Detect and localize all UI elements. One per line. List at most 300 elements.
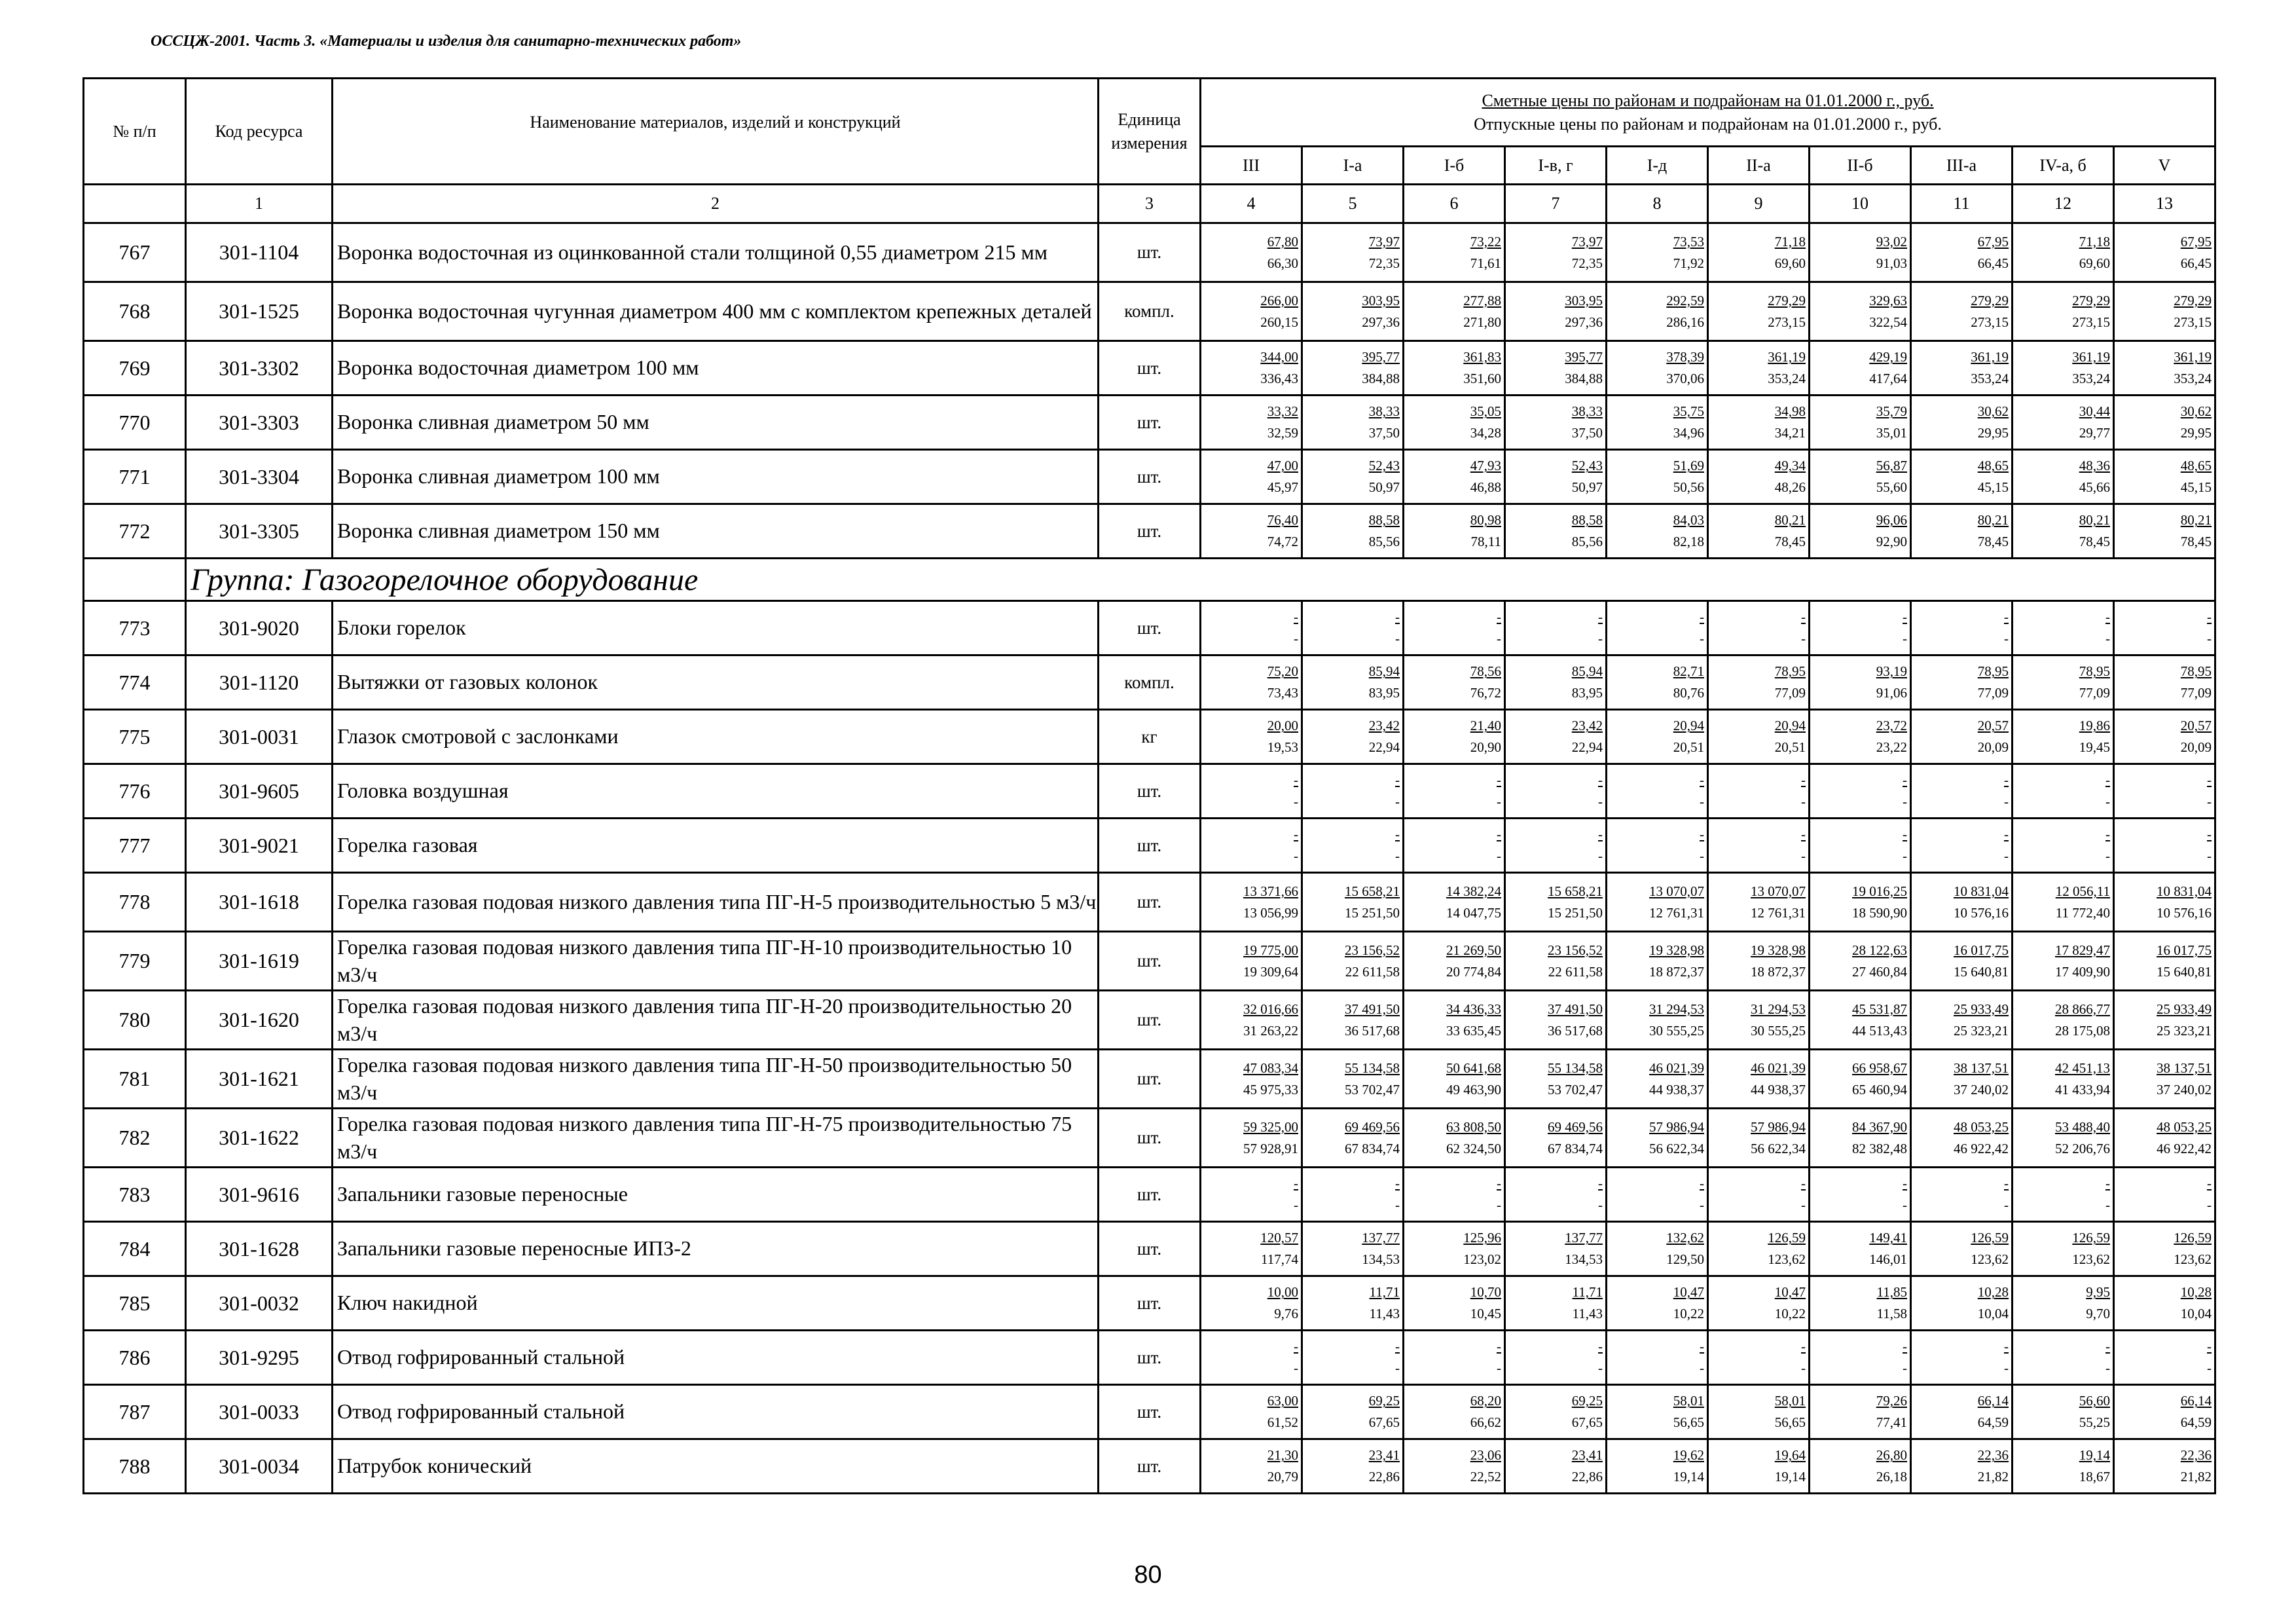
column-number: 10 bbox=[1810, 185, 1911, 223]
price-cell bbox=[1404, 1276, 1505, 1331]
price-cell bbox=[1505, 1276, 1607, 1331]
release-price: 55,25 bbox=[2079, 1414, 2110, 1430]
price-cell bbox=[1201, 819, 1302, 873]
release-price: - bbox=[1598, 848, 1603, 864]
price-cell bbox=[1911, 282, 2013, 341]
price-cell bbox=[2114, 873, 2215, 932]
estimated-price: 361,83 bbox=[1463, 349, 1501, 365]
unit-of-measure: шт. bbox=[1099, 601, 1201, 655]
release-price: 19 309,64 bbox=[1243, 963, 1298, 980]
item-name: Отвод гофрированный стальной bbox=[333, 1331, 1099, 1385]
price-cell bbox=[1708, 873, 1810, 932]
estimated-price: 19 016,25 bbox=[1852, 883, 1907, 899]
row-number: 782 bbox=[84, 1109, 186, 1168]
item-name: Горелка газовая подовая низкого давления типа ПГ-Н-75 производительностью 75 м3/ч bbox=[333, 1109, 1099, 1168]
estimated-price: 20,00 bbox=[1267, 718, 1298, 734]
price-cell bbox=[1911, 1439, 2013, 1494]
estimated-price: 84,03 bbox=[1673, 512, 1704, 528]
estimated-price: 329,63 bbox=[1869, 292, 1907, 308]
estimated-price: - bbox=[1700, 1338, 1704, 1355]
price-cell bbox=[1505, 655, 1607, 710]
estimated-price: - bbox=[2004, 609, 2009, 625]
estimated-price: - bbox=[1903, 826, 1907, 843]
release-price: 35,01 bbox=[1876, 425, 1907, 441]
release-price: 9,70 bbox=[2086, 1306, 2110, 1321]
estimated-price: 13 070,07 bbox=[1751, 883, 1806, 899]
column-number: 2 bbox=[333, 185, 1099, 223]
release-price: - bbox=[1903, 1197, 1907, 1213]
estimated-price: 55 134,58 bbox=[1345, 1060, 1400, 1076]
price-cell bbox=[1302, 1385, 1404, 1439]
release-price: 11,58 bbox=[1876, 1306, 1907, 1321]
column-number: 13 bbox=[2114, 185, 2215, 223]
table-row bbox=[84, 1331, 2215, 1385]
price-cell bbox=[1607, 1222, 1708, 1276]
estimated-price: 93,02 bbox=[1876, 233, 1907, 249]
estimated-price: 67,95 bbox=[2180, 233, 2212, 249]
unit-of-measure: шт. bbox=[1099, 1050, 1201, 1109]
price-cell bbox=[1810, 1276, 1911, 1331]
estimated-price: 38,33 bbox=[1571, 403, 1603, 420]
estimated-price: 10,00 bbox=[1267, 1284, 1298, 1301]
release-price: - bbox=[2004, 848, 2009, 864]
unit-of-measure: шт. bbox=[1099, 223, 1201, 282]
estimated-price: - bbox=[1700, 826, 1704, 843]
row-number: 785 bbox=[84, 1276, 186, 1331]
estimated-price: 19,86 bbox=[2079, 718, 2110, 734]
estimated-price: - bbox=[1497, 1175, 1501, 1192]
price-cell bbox=[1810, 396, 1911, 450]
header-region: II-б bbox=[1810, 147, 1911, 185]
release-price: 15 640,81 bbox=[2157, 963, 2212, 980]
row-number: 783 bbox=[84, 1168, 186, 1222]
price-cell bbox=[1911, 601, 2013, 655]
price-cell bbox=[2114, 504, 2215, 559]
table-row bbox=[84, 396, 2215, 450]
resource-code: 301-3305 bbox=[186, 504, 333, 559]
column-number: 11 bbox=[1911, 185, 2013, 223]
release-price: 273,15 bbox=[2072, 314, 2110, 330]
estimated-price: 23,72 bbox=[1876, 718, 1907, 734]
header-region: III bbox=[1201, 147, 1302, 185]
estimated-price: - bbox=[1294, 772, 1298, 788]
estimated-price: 30,62 bbox=[2180, 403, 2212, 420]
release-price: 273,15 bbox=[1971, 314, 2009, 330]
release-price: 48,26 bbox=[1774, 479, 1806, 495]
price-cell bbox=[1505, 504, 1607, 559]
resource-code: 301-9020 bbox=[186, 601, 333, 655]
price-cell bbox=[1708, 1439, 1810, 1494]
release-price: 17 409,90 bbox=[2055, 963, 2110, 980]
release-price: - bbox=[1294, 1360, 1298, 1376]
price-cell bbox=[1911, 1168, 2013, 1222]
row-number: 772 bbox=[84, 504, 186, 559]
price-cell bbox=[1607, 1168, 1708, 1222]
header-region: III-а bbox=[1911, 147, 2013, 185]
estimated-price: 80,21 bbox=[1977, 512, 2009, 528]
price-cell bbox=[1201, 1439, 1302, 1494]
estimated-price: 48,65 bbox=[2180, 458, 2212, 474]
release-price: 123,62 bbox=[2174, 1251, 2212, 1267]
estimated-price: 266,00 bbox=[1260, 292, 1298, 308]
item-name: Горелка газовая подовая низкого давления типа ПГ-Н-10 производительностью 10 м3/ч bbox=[333, 932, 1099, 991]
price-cell bbox=[1201, 710, 1302, 764]
price-cell bbox=[1911, 1276, 2013, 1331]
release-price: 20,51 bbox=[1673, 739, 1704, 755]
estimated-price: - bbox=[1294, 1338, 1298, 1355]
release-price: - bbox=[2105, 1197, 2110, 1213]
estimated-price: 25 933,49 bbox=[2157, 1001, 2212, 1017]
release-price: 11,43 bbox=[1369, 1306, 1400, 1321]
resource-code: 301-1621 bbox=[186, 1050, 333, 1109]
price-cell bbox=[2013, 932, 2114, 991]
release-price: - bbox=[1801, 631, 1806, 646]
price-cell bbox=[1708, 764, 1810, 819]
estimated-price: 20,94 bbox=[1673, 718, 1704, 734]
estimated-price: 51,69 bbox=[1673, 458, 1704, 474]
release-price: 23,22 bbox=[1876, 739, 1907, 755]
estimated-price: 378,39 bbox=[1666, 349, 1704, 365]
item-name: Воронка сливная диаметром 50 мм bbox=[333, 396, 1099, 450]
price-cell bbox=[1201, 601, 1302, 655]
release-price: 77,09 bbox=[2180, 685, 2212, 701]
resource-code: 301-1622 bbox=[186, 1109, 333, 1168]
estimated-price: 63 808,50 bbox=[1446, 1118, 1501, 1135]
release-price: 50,56 bbox=[1673, 479, 1704, 495]
release-price: 271,80 bbox=[1463, 314, 1501, 330]
estimated-price: 88,58 bbox=[1571, 512, 1603, 528]
resource-code: 301-0032 bbox=[186, 1276, 333, 1331]
price-cell bbox=[1201, 873, 1302, 932]
release-price: 10,04 bbox=[2180, 1306, 2212, 1321]
estimated-price: 15 658,21 bbox=[1345, 883, 1400, 899]
estimated-price: 78,95 bbox=[1977, 663, 2009, 680]
release-price: 45,15 bbox=[1977, 479, 2009, 495]
estimated-price: 11,71 bbox=[1572, 1284, 1603, 1301]
price-cell bbox=[1607, 282, 1708, 341]
item-name: Патрубок конический bbox=[333, 1439, 1099, 1494]
release-price: 82,18 bbox=[1673, 534, 1704, 549]
release-price: 64,59 bbox=[2180, 1414, 2212, 1430]
release-price: 44 938,37 bbox=[1649, 1081, 1704, 1098]
price-cell bbox=[2013, 710, 2114, 764]
estimated-price: - bbox=[1903, 1175, 1907, 1192]
release-price: 66,30 bbox=[1267, 255, 1298, 271]
release-price: 32,59 bbox=[1267, 425, 1298, 441]
release-price: 20,09 bbox=[2180, 739, 2212, 755]
release-price: 76,72 bbox=[1470, 685, 1501, 701]
price-cell bbox=[1302, 450, 1404, 504]
price-cell bbox=[1201, 396, 1302, 450]
price-cell bbox=[1810, 341, 1911, 396]
row-number: 771 bbox=[84, 450, 186, 504]
release-price: 67 834,74 bbox=[1548, 1140, 1603, 1156]
price-cell bbox=[1404, 282, 1505, 341]
release-price: - bbox=[1598, 1197, 1603, 1213]
column-number: 7 bbox=[1505, 185, 1607, 223]
unit-of-measure: шт. bbox=[1099, 396, 1201, 450]
release-price: 20,79 bbox=[1267, 1469, 1298, 1485]
price-cell bbox=[1708, 601, 1810, 655]
release-price: - bbox=[1497, 794, 1501, 809]
group-title: Группа: Газогорелочное оборудование bbox=[186, 559, 2215, 601]
price-cell bbox=[1505, 1439, 1607, 1494]
release-price: 56,65 bbox=[1774, 1414, 1806, 1430]
release-price: 29,77 bbox=[2079, 425, 2110, 441]
resource-code: 301-1120 bbox=[186, 655, 333, 710]
release-price: - bbox=[2207, 848, 2212, 864]
release-price: 134,53 bbox=[1362, 1251, 1400, 1267]
estimated-price: 395,77 bbox=[1362, 349, 1400, 365]
estimated-price: 20,57 bbox=[2180, 718, 2212, 734]
release-price: - bbox=[2105, 794, 2110, 809]
estimated-price: - bbox=[1801, 826, 1806, 843]
release-price: - bbox=[1903, 848, 1907, 864]
release-price: - bbox=[1700, 848, 1704, 864]
row-number: 784 bbox=[84, 1222, 186, 1276]
price-cell bbox=[2114, 1168, 2215, 1222]
estimated-price: - bbox=[1395, 1338, 1400, 1355]
estimated-price: 79,26 bbox=[1876, 1393, 1907, 1409]
price-cell bbox=[1201, 1168, 1302, 1222]
estimated-price: 132,62 bbox=[1666, 1230, 1704, 1246]
table-row bbox=[84, 504, 2215, 559]
item-name: Воронка сливная диаметром 100 мм bbox=[333, 450, 1099, 504]
release-price: - bbox=[1497, 1360, 1501, 1376]
row-number: 787 bbox=[84, 1385, 186, 1439]
resource-code: 301-1525 bbox=[186, 282, 333, 341]
price-cell bbox=[1505, 1222, 1607, 1276]
price-cell bbox=[2114, 450, 2215, 504]
resource-code: 301-1628 bbox=[186, 1222, 333, 1276]
price-cell bbox=[1404, 932, 1505, 991]
estimated-price: 12 056,11 bbox=[2055, 883, 2110, 899]
price-cell bbox=[1911, 873, 2013, 932]
estimated-price: 19 775,00 bbox=[1243, 942, 1298, 958]
release-price: 146,01 bbox=[1869, 1251, 1907, 1267]
estimated-price: 85,94 bbox=[1368, 663, 1400, 680]
column-number: 3 bbox=[1099, 185, 1201, 223]
column-number-blank bbox=[84, 185, 186, 223]
release-price: 18 872,37 bbox=[1751, 963, 1806, 980]
price-cell bbox=[1302, 819, 1404, 873]
estimated-price: 126,59 bbox=[1971, 1230, 2009, 1246]
price-cell bbox=[1810, 1331, 1911, 1385]
table-row bbox=[84, 991, 2215, 1050]
price-cell bbox=[1404, 396, 1505, 450]
price-cell bbox=[1404, 1222, 1505, 1276]
release-price: 22,52 bbox=[1470, 1469, 1501, 1485]
price-cell bbox=[1911, 932, 2013, 991]
release-price: 22,86 bbox=[1368, 1469, 1400, 1485]
price-cell bbox=[2013, 1050, 2114, 1109]
release-price: 260,15 bbox=[1260, 314, 1298, 330]
price-cell bbox=[1404, 1439, 1505, 1494]
row-number: 778 bbox=[84, 873, 186, 932]
price-cell bbox=[2114, 710, 2215, 764]
price-cell bbox=[1302, 504, 1404, 559]
release-price: 37,50 bbox=[1571, 425, 1603, 441]
price-cell bbox=[1607, 1385, 1708, 1439]
price-cell bbox=[1607, 1331, 1708, 1385]
release-price: 65 460,94 bbox=[1852, 1081, 1907, 1098]
release-price: - bbox=[2105, 848, 2110, 864]
table-row bbox=[84, 764, 2215, 819]
estimated-price: - bbox=[2207, 1175, 2212, 1192]
price-cell bbox=[2013, 601, 2114, 655]
release-price: 92,90 bbox=[1876, 534, 1907, 549]
estimated-price: 56,60 bbox=[2079, 1393, 2110, 1409]
price-cell bbox=[1505, 764, 1607, 819]
estimated-price: 68,20 bbox=[1470, 1393, 1501, 1409]
unit-of-measure: шт. bbox=[1099, 1385, 1201, 1439]
release-price: 28 175,08 bbox=[2055, 1022, 2110, 1039]
estimated-price: 303,95 bbox=[1565, 292, 1603, 308]
estimated-price: 9,95 bbox=[2086, 1284, 2110, 1301]
price-cell bbox=[1708, 450, 1810, 504]
table-row bbox=[84, 341, 2215, 396]
estimated-price: 10 831,04 bbox=[2157, 883, 2212, 899]
price-cell bbox=[1505, 1109, 1607, 1168]
estimated-price: 120,57 bbox=[1260, 1230, 1298, 1246]
estimated-price: 55 134,58 bbox=[1548, 1060, 1603, 1076]
price-cell bbox=[2114, 341, 2215, 396]
release-price: - bbox=[1801, 1197, 1806, 1213]
estimated-price: 13 371,66 bbox=[1243, 883, 1298, 899]
release-price: 286,16 bbox=[1666, 314, 1704, 330]
table-row bbox=[84, 1222, 2215, 1276]
unit-of-measure: шт. bbox=[1099, 764, 1201, 819]
price-cell bbox=[2013, 1439, 2114, 1494]
release-price: 83,95 bbox=[1368, 685, 1400, 701]
price-cell bbox=[1810, 504, 1911, 559]
price-cell bbox=[1607, 1439, 1708, 1494]
release-price: 27 460,84 bbox=[1852, 963, 1907, 980]
price-cell bbox=[1810, 655, 1911, 710]
estimated-price: 10,28 bbox=[1977, 1284, 2009, 1301]
price-cell bbox=[1505, 710, 1607, 764]
price-cell bbox=[1810, 1439, 1911, 1494]
price-cell bbox=[1505, 341, 1607, 396]
release-price: - bbox=[2004, 1197, 2009, 1213]
release-price: 66,62 bbox=[1470, 1414, 1501, 1430]
price-cell bbox=[2114, 282, 2215, 341]
price-cell bbox=[1302, 764, 1404, 819]
resource-code: 301-9605 bbox=[186, 764, 333, 819]
price-cell bbox=[1708, 223, 1810, 282]
unit-of-measure: шт. bbox=[1099, 932, 1201, 991]
release-price: 77,09 bbox=[1977, 685, 2009, 701]
estimated-price: 84 367,90 bbox=[1852, 1118, 1907, 1135]
estimated-price: 361,19 bbox=[1768, 349, 1806, 365]
row-number: 768 bbox=[84, 282, 186, 341]
price-cell bbox=[1810, 450, 1911, 504]
price-cell bbox=[1708, 282, 1810, 341]
price-cell bbox=[1505, 601, 1607, 655]
estimated-price: 53 488,40 bbox=[2055, 1118, 2110, 1135]
item-name: Ключ накидной bbox=[333, 1276, 1099, 1331]
release-price: 34,96 bbox=[1673, 425, 1704, 441]
price-cell bbox=[1201, 1050, 1302, 1109]
estimated-price: 19,14 bbox=[2079, 1447, 2110, 1464]
release-price: 30 555,25 bbox=[1751, 1022, 1806, 1039]
release-price: 12 761,31 bbox=[1751, 904, 1806, 921]
release-price: 50,97 bbox=[1571, 479, 1603, 495]
resource-code: 301-1104 bbox=[186, 223, 333, 282]
price-cell bbox=[1708, 1050, 1810, 1109]
release-price: - bbox=[2105, 631, 2110, 646]
release-price: 21,82 bbox=[2180, 1469, 2212, 1485]
column-number: 8 bbox=[1607, 185, 1708, 223]
release-price: 56 622,34 bbox=[1751, 1140, 1806, 1156]
release-price: 46 922,42 bbox=[1954, 1140, 2009, 1156]
price-cell bbox=[2013, 873, 2114, 932]
resource-code: 301-3302 bbox=[186, 341, 333, 396]
release-price: 52 206,76 bbox=[2055, 1140, 2110, 1156]
header-unit: Единица измерения bbox=[1099, 79, 1201, 185]
document-header: ОССЦЖ-2001. Часть 3. «Материалы и изделия для санитарно-технических работ» bbox=[151, 33, 742, 50]
price-cell bbox=[1911, 1050, 2013, 1109]
release-price: 46,88 bbox=[1470, 479, 1501, 495]
header-prices-estimated: Сметные цены по районам и подрайонам на 01.01.2000 г., руб. bbox=[1482, 91, 1934, 111]
row-number: 788 bbox=[84, 1439, 186, 1494]
estimated-price: 10,47 bbox=[1673, 1284, 1704, 1301]
release-price: 44 513,43 bbox=[1852, 1022, 1907, 1039]
release-price: 12 761,31 bbox=[1649, 904, 1704, 921]
release-price: 67,65 bbox=[1368, 1414, 1400, 1430]
price-cell bbox=[1607, 764, 1708, 819]
estimated-price: 52,43 bbox=[1571, 458, 1603, 474]
price-cell bbox=[1201, 655, 1302, 710]
release-price: 53 702,47 bbox=[1548, 1081, 1603, 1098]
estimated-price: - bbox=[1598, 772, 1603, 788]
price-cell bbox=[1302, 1109, 1404, 1168]
release-price: 72,35 bbox=[1571, 255, 1603, 271]
price-cell bbox=[1302, 932, 1404, 991]
price-cell bbox=[1302, 341, 1404, 396]
estimated-price: 28 122,63 bbox=[1852, 942, 1907, 958]
release-price: 384,88 bbox=[1362, 371, 1400, 386]
estimated-price: - bbox=[1700, 609, 1704, 625]
table-row bbox=[84, 1050, 2215, 1109]
price-cell bbox=[1911, 341, 2013, 396]
release-price: - bbox=[1294, 631, 1298, 646]
unit-of-measure: шт. bbox=[1099, 1109, 1201, 1168]
table-row bbox=[84, 873, 2215, 932]
price-cell bbox=[2013, 1222, 2114, 1276]
estimated-price: 16 017,75 bbox=[2157, 942, 2212, 958]
price-cell bbox=[2013, 450, 2114, 504]
estimated-price: 78,56 bbox=[1470, 663, 1501, 680]
release-price: 20,09 bbox=[1977, 739, 2009, 755]
release-price: - bbox=[1903, 1360, 1907, 1376]
price-cell bbox=[1404, 655, 1505, 710]
release-price: 20 774,84 bbox=[1446, 963, 1501, 980]
estimated-price: 20,57 bbox=[1977, 718, 2009, 734]
item-name: Горелка газовая подовая низкого давления типа ПГ-Н-50 производительностью 50 м3/ч bbox=[333, 1050, 1099, 1109]
price-cell bbox=[1607, 341, 1708, 396]
release-price: 22,86 bbox=[1571, 1469, 1603, 1485]
release-price: - bbox=[1294, 1197, 1298, 1213]
estimated-price: 10,28 bbox=[2180, 1284, 2212, 1301]
price-cell bbox=[1708, 1168, 1810, 1222]
estimated-price: 80,21 bbox=[2079, 512, 2110, 528]
estimated-price: 80,21 bbox=[2180, 512, 2212, 528]
estimated-price: 279,29 bbox=[2072, 292, 2110, 308]
price-cell bbox=[1201, 1222, 1302, 1276]
release-price: 50,97 bbox=[1368, 479, 1400, 495]
release-price: 26,18 bbox=[1876, 1469, 1907, 1485]
